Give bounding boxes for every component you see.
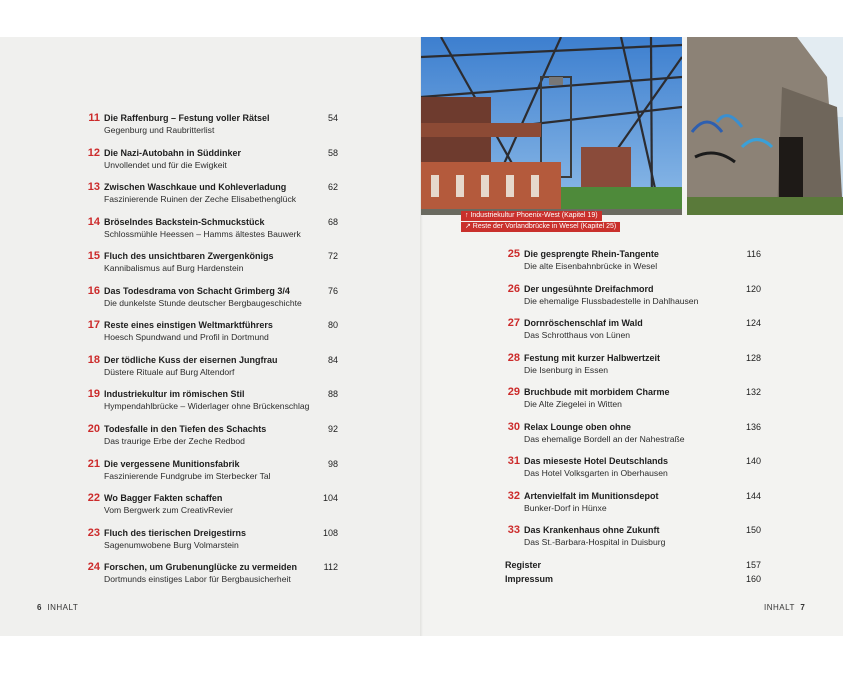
toc-entry[interactable]	[500, 420, 763, 450]
chapter-number: 12	[87, 147, 100, 159]
toc-entry[interactable]	[80, 491, 340, 521]
chapter-subtitle: Schlossmühle Heessen – Hamms ältestes Bauwerk	[104, 229, 301, 239]
toc-entry[interactable]	[80, 353, 340, 383]
chapter-page: 116	[746, 249, 761, 259]
chapter-page: 128	[745, 353, 761, 363]
chapter-page: 68	[327, 217, 338, 227]
toc-entry[interactable]	[80, 526, 340, 556]
chapter-number: 33	[507, 524, 520, 536]
chapter-subtitle: Gegenburg und Raubritterlist	[104, 125, 215, 135]
chapter-title: Todesfalle in den Tiefen des Schachts	[104, 424, 267, 434]
chapter-number: 28	[507, 352, 520, 364]
toc-entry[interactable]	[500, 316, 763, 346]
chapter-number: 15	[87, 250, 100, 262]
toc-entry[interactable]	[80, 180, 340, 210]
chapter-title: Das Krankenhaus ohne Zukunft	[524, 525, 660, 535]
toc-entry[interactable]	[500, 351, 763, 381]
footer-left	[37, 603, 78, 612]
toc-entry[interactable]	[80, 111, 340, 141]
chapter-number: 19	[87, 388, 100, 400]
chapter-title: Die Raffenburg – Festung voller Rätsel	[104, 113, 270, 123]
chapter-title: Wo Bagger Fakten schaffen	[104, 493, 223, 503]
footer-right	[764, 603, 805, 612]
toc-entry[interactable]	[80, 146, 340, 176]
chapter-subtitle: Hympendahlbrücke – Widerlager ohne Brückenschlag	[104, 401, 310, 411]
toc-impressum[interactable]: Impressum	[505, 574, 554, 584]
chapter-title: Artenvielfalt im Munitionsdepot	[524, 491, 659, 501]
toc-entry[interactable]	[500, 523, 763, 553]
chapter-title: Das mieseste Hotel Deutschlands	[524, 456, 669, 466]
chapter-title: Die gesprengte Rhein-Tangente	[524, 249, 659, 259]
chapter-page: 84	[327, 355, 338, 365]
chapter-subtitle: Die ehemalige Flussbadestelle in Dahlhausen	[524, 296, 699, 306]
chapter-subtitle: Bunker-Dorf in Hünxe	[524, 503, 607, 513]
chapter-subtitle: Das Schrotthaus von Lünen	[524, 330, 631, 340]
toc-entry[interactable]	[80, 318, 340, 348]
toc-entry[interactable]	[80, 560, 340, 590]
chapter-number: 29	[507, 386, 520, 398]
toc-entry[interactable]	[80, 249, 340, 279]
chapter-number: 17	[87, 319, 100, 331]
chapter-page: 120	[745, 284, 761, 294]
chapter-subtitle: Das Hotel Volksgarten in Oberhausen	[524, 468, 668, 478]
chapter-number: 32	[507, 490, 520, 502]
footer-page-number: 7	[800, 603, 806, 612]
toc-entry[interactable]	[500, 385, 763, 415]
photo-vorlandbruecke-wesel	[687, 37, 843, 215]
chapter-number: 11	[88, 112, 100, 124]
chapter-title: Der ungesühnte Dreifachmord	[524, 284, 654, 294]
chapter-title: Fluch des tierischen Dreigestirns	[104, 528, 247, 538]
chapter-title: Relax Lounge oben ohne	[524, 422, 632, 432]
chapter-title: Reste eines einstigen Weltmarktführers	[104, 320, 273, 330]
chapter-title: Der tödliche Kuss der eisernen Jungfrau	[104, 355, 278, 365]
chapter-subtitle: Die Alte Ziegelei in Witten	[524, 399, 622, 409]
chapter-page: 150	[745, 525, 761, 535]
chapter-page: 58	[327, 148, 338, 158]
chapter-subtitle: Düstere Rituale auf Burg Altendorf	[104, 367, 235, 377]
chapter-page: 144	[745, 491, 761, 501]
chapter-subtitle: Die dunkelste Stunde deutscher Bergbaugeschichte	[104, 298, 302, 308]
caption-vorlandbruecke: ↗ Reste der Vorlandbrücke in Wesel (Kapitel 25)	[461, 222, 620, 232]
chapter-number: 25	[507, 248, 520, 260]
chapter-subtitle: Vom Bergwerk zum CreativRevier	[104, 505, 233, 515]
caption-phoenix-west: ↑ Industriekultur Phoenix-West (Kapitel 19)	[461, 211, 602, 221]
toc-entry[interactable]	[80, 215, 340, 245]
chapter-subtitle: Dortmunds einstiges Labor für Bergbausicherheit	[104, 574, 291, 584]
chapter-title: Festung mit kurzer Halbwertzeit	[524, 353, 661, 363]
photo-phoenix-west	[421, 37, 682, 215]
chapter-subtitle: Faszinierende Ruinen der Zeche Elisabethenglück	[104, 194, 297, 204]
chapter-title: Forschen, um Grubenunglücke zu vermeiden	[104, 562, 298, 572]
chapter-page: 92	[327, 424, 338, 434]
chapter-subtitle: Unvollendet und für die Ewigkeit	[104, 160, 227, 170]
chapter-number: 24	[87, 561, 100, 573]
toc-entry[interactable]	[500, 489, 763, 519]
chapter-page: 62	[327, 182, 338, 192]
toc-entry[interactable]	[80, 387, 340, 417]
footer-label: INHALT	[764, 603, 795, 612]
footer-label: INHALT	[47, 603, 79, 612]
chapter-subtitle: Das ehemalige Bordell an der Nahestraße	[524, 434, 685, 444]
chapter-page: 140	[745, 456, 761, 466]
chapter-page: 112	[323, 562, 338, 572]
chapter-page: 124	[745, 318, 761, 328]
chapter-page: 108	[322, 528, 338, 538]
chapter-number: 20	[87, 423, 100, 435]
chapter-number: 21	[87, 458, 100, 470]
chapter-number: 22	[87, 492, 100, 504]
chapter-number: 26	[507, 283, 520, 295]
chapter-subtitle: Die Isenburg in Essen	[524, 365, 609, 375]
chapter-page: 76	[327, 286, 338, 296]
chapter-page: 80	[327, 320, 338, 330]
chapter-subtitle: Das St.-Barbara-Hospital in Duisburg	[524, 537, 666, 547]
chapter-page: 104	[322, 493, 338, 503]
chapter-title: Bröselndes Backstein-Schmuckstück	[104, 217, 265, 227]
toc-register-page: 157	[745, 560, 761, 570]
chapter-number: 13	[87, 181, 100, 193]
chapter-number: 16	[87, 285, 100, 297]
chapter-title: Dornröschenschlaf im Wald	[524, 318, 643, 328]
chapter-subtitle: Kannibalismus auf Burg Hardenstein	[104, 263, 244, 273]
chapter-page: 136	[745, 422, 761, 432]
chapter-title: Das Todesdrama von Schacht Grimberg 3/4	[104, 286, 290, 296]
toc-entry[interactable]	[80, 422, 340, 452]
toc-entry[interactable]	[500, 247, 763, 277]
chapter-title: Bruchbude mit morbidem Charme	[524, 387, 670, 397]
chapter-number: 30	[507, 421, 520, 433]
chapter-subtitle: Hoesch Spundwand und Profil in Dortmund	[104, 332, 269, 342]
chapter-number: 18	[87, 354, 100, 366]
chapter-page: 132	[745, 387, 761, 397]
chapter-number: 31	[507, 455, 520, 467]
chapter-number: 23	[87, 527, 100, 539]
chapter-subtitle: Faszinierende Fundgrube im Sterbecker Tal	[104, 471, 271, 481]
toc-register[interactable]: Register	[505, 560, 542, 570]
chapter-page: 54	[327, 113, 338, 123]
toc-entry[interactable]	[500, 454, 763, 484]
chapter-subtitle: Das traurige Erbe der Zeche Redbod	[104, 436, 245, 446]
chapter-title: Zwischen Waschkaue und Kohleverladung	[104, 182, 287, 192]
chapter-subtitle: Die alte Eisenbahnbrücke in Wesel	[524, 261, 658, 271]
chapter-title: Die vergessene Munitionsfabrik	[104, 459, 240, 469]
footer-page-number: 6	[37, 603, 42, 612]
toc-entry[interactable]	[80, 457, 340, 487]
toc-entry[interactable]	[500, 282, 763, 312]
chapter-subtitle: Sagenumwobene Burg Volmarstein	[104, 540, 239, 550]
chapter-title: Die Nazi-Autobahn in Süddinker	[104, 148, 242, 158]
chapter-page: 72	[327, 251, 338, 261]
chapter-number: 27	[507, 317, 520, 329]
toc-impressum-page: 160	[745, 574, 761, 584]
chapter-page: 98	[327, 459, 338, 469]
chapter-page: 88	[327, 389, 338, 399]
chapter-title: Industriekultur im römischen Stil	[104, 389, 245, 399]
chapter-number: 14	[87, 216, 100, 228]
toc-entry[interactable]	[80, 284, 340, 314]
chapter-title: Fluch des unsichtbaren Zwergenkönigs	[104, 251, 274, 261]
